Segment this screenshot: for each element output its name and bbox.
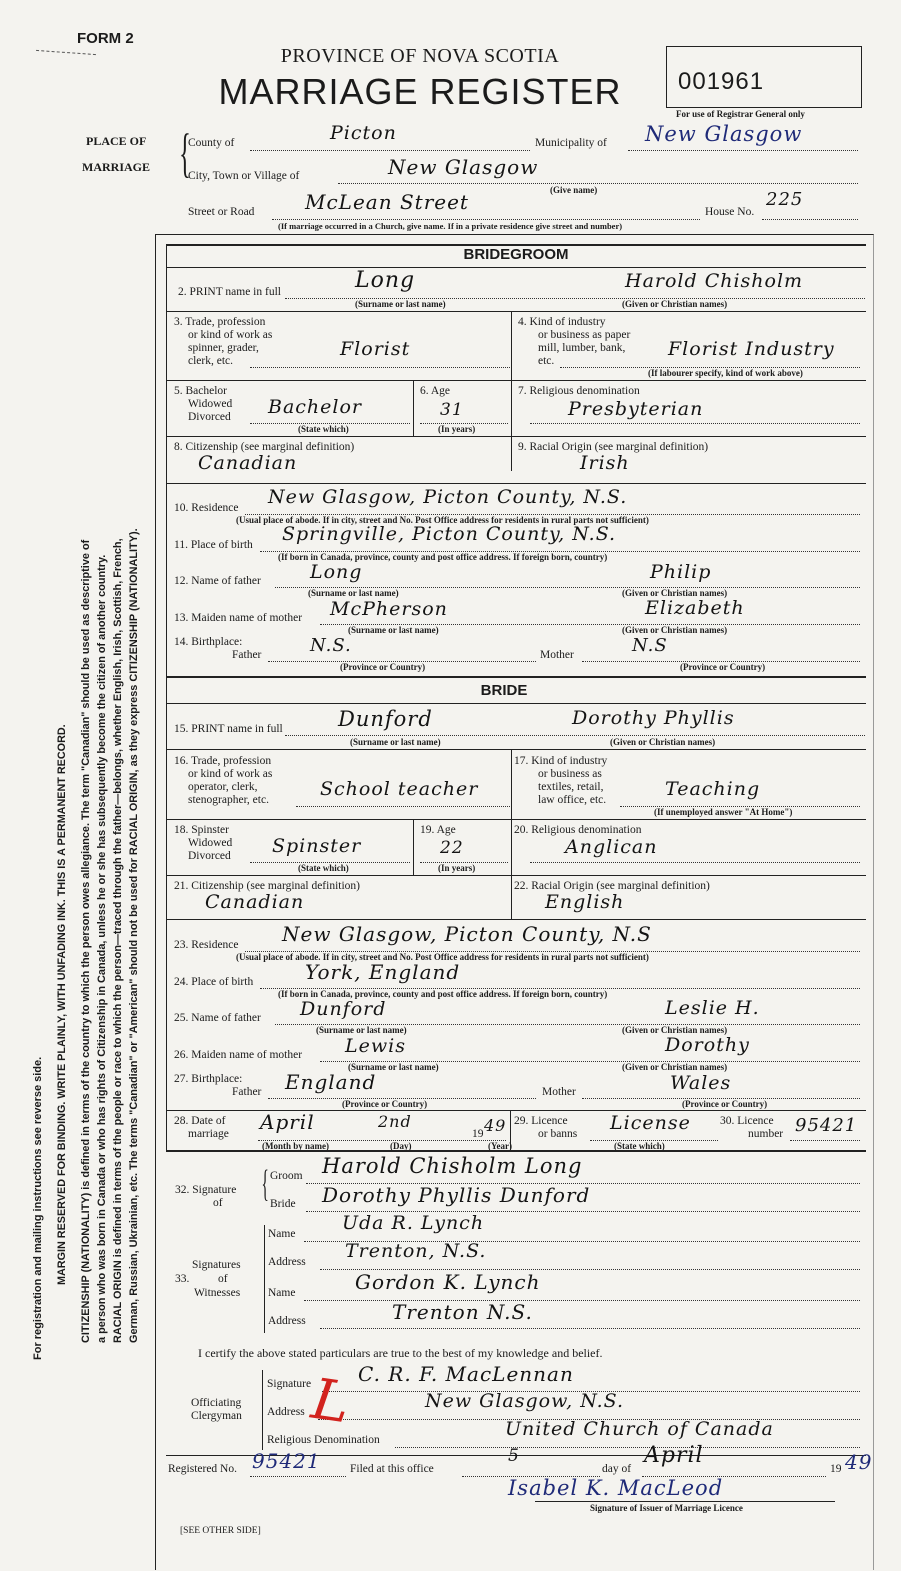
bride-section-title: BRIDE [480, 682, 528, 699]
clergy-sig-label: Signature [267, 1378, 312, 1390]
f23-label: 23. Residence [174, 939, 239, 951]
f8-rule [166, 483, 866, 484]
f5-l2: Widowed [188, 398, 233, 410]
f26-given-note: (Given or Christian names) [622, 1062, 728, 1072]
f30-line [790, 1140, 860, 1141]
groom-father-surname: Long [310, 561, 363, 583]
f28-day-note: (Day) [390, 1141, 412, 1151]
pencil-mark [36, 50, 96, 55]
filed-year-prefix: 19 [830, 1463, 842, 1475]
bride-mother-bp: Wales [670, 1072, 732, 1094]
margin-line-1: For registration and mailing instructions see reverse side. [32, 1056, 44, 1360]
w2-name-label: Name [268, 1287, 296, 1299]
witness1-address: Trenton, N.S. [345, 1240, 487, 1262]
groom-trade: Florist [340, 338, 411, 360]
margin-line-5: RACIAL ORIGIN is defined in terms of the people or race to which the person—traced through the father—belongs, whether English, Irish, Scottish, French, [112, 538, 124, 1343]
registered-number: 95421 [252, 1449, 321, 1473]
municipality-label: Municipality of [535, 137, 607, 149]
margin-line-2: MARGIN RESERVED FOR BINDING. WRITE PLAINLY, WITH UNFADING INK. THIS IS A PERMANENT RECORD. [56, 724, 68, 1285]
clergy-bracket [262, 1370, 263, 1450]
margin-line-4: a person who was born in Canada or who has rights of Citizenship in Canada, unless he or she has subsequently become the citizen of another country. [96, 554, 108, 1343]
groom-section-title: BRIDEGROOM [463, 246, 569, 263]
groom-status: Bachelor [268, 396, 363, 418]
province-title: PROVINCE OF NOVA SCOTIA [280, 45, 560, 67]
margin-binding [54, 724, 70, 1285]
f33-bracket [264, 1225, 265, 1333]
w1-addr-label: Address [268, 1256, 306, 1268]
groom-signature: Harold Chisholm Long [322, 1154, 583, 1178]
bride-given: Dorothy Phyllis [572, 707, 735, 729]
f29-l2: or banns [538, 1128, 578, 1140]
street-line [272, 219, 700, 220]
bride-signature: Dorothy Phyllis Dunford [322, 1183, 591, 1207]
groom-mother-bp: N.S [632, 635, 668, 656]
bride-trade: School teacher [320, 778, 479, 800]
house-line [762, 219, 858, 220]
registrar-note: For use of Registrar General only [676, 109, 805, 119]
f17-l2: or business as [538, 768, 602, 780]
county-line [250, 150, 530, 151]
filed-year: 49 [845, 1450, 873, 1474]
groom-title-rule [166, 267, 866, 268]
licence-number: 95421 [795, 1115, 858, 1136]
f25-surname-note: (Surname or last name) [316, 1025, 407, 1035]
issuer-line [535, 1501, 835, 1502]
f5-rule [166, 436, 866, 437]
f2-rule [166, 311, 866, 312]
f3-l1: 3. Trade, profession [174, 316, 266, 328]
bride-surname: Dunford [338, 707, 433, 731]
f4-note: (If labourer specify, kind of work above) [648, 368, 803, 378]
f4-l2: or business as paper [538, 329, 631, 341]
f18-l3: Divorced [188, 850, 231, 862]
licence-type: License [610, 1112, 691, 1134]
margin-line-3: CITIZENSHIP (NATIONALITY) is defined in terms of the country to which the person owes allegiance. The term "Canadian" should be used as descriptive of [80, 539, 92, 1343]
w2-addr-line [320, 1328, 860, 1329]
f7-label: 7. Religious denomination [518, 385, 640, 397]
witness2-name: Gordon K. Lynch [355, 1270, 541, 1294]
groom-citizenship: Canadian [198, 452, 298, 474]
f29-state-note: (State which) [614, 1141, 665, 1151]
f12-label: 12. Name of father [174, 575, 261, 587]
f21-rule [166, 919, 866, 920]
registered-line [250, 1476, 346, 1477]
house-label: House No. [705, 206, 755, 218]
f3-f4-divider [511, 311, 512, 471]
f18-rule [166, 875, 866, 876]
groom-father-given: Philip [650, 561, 712, 583]
street-value: McLean Street [305, 190, 469, 214]
groom-birthplace: Springville, Picton County, N.S. [282, 523, 617, 545]
f28-year-note: (Year) [488, 1141, 512, 1151]
bride-religion: Anglican [565, 836, 658, 858]
f15-rule [166, 749, 866, 750]
f30-l2: number [748, 1128, 784, 1140]
f15-surname-note: (Surname or last name) [350, 737, 441, 747]
register-number: 001961 [678, 68, 765, 95]
city-value: New Glasgow [388, 155, 539, 179]
w2-addr-label: Address [268, 1315, 306, 1327]
f15-line [285, 735, 865, 736]
f17-l1: 17. Kind of industry [514, 755, 608, 767]
form-number: FORM 2 [77, 30, 134, 47]
bride-top-rule [166, 676, 866, 678]
f5-state-note: (State which) [298, 424, 349, 434]
f14-father-label: Father [232, 649, 262, 661]
bride-left-rule [166, 676, 167, 1150]
f28-l2: marriage [188, 1128, 229, 1140]
bride-mother-given: Dorothy [665, 1034, 750, 1056]
f28-l1: 28. Date of [174, 1115, 226, 1127]
f26-label: 26. Maiden name of mother [174, 1049, 303, 1061]
f20-line [530, 862, 860, 863]
f5-l3: Divorced [188, 411, 231, 423]
f27-mother-note: (Province or Country) [682, 1099, 768, 1109]
place-brace: { [179, 123, 191, 183]
f4-l1: 4. Kind of industry [518, 316, 606, 328]
f16-l2: or kind of work as [188, 768, 273, 780]
f17-l3: textiles, retail, [538, 781, 604, 793]
street-label: Street or Road [188, 206, 255, 218]
f28-month-note: (Month by name) [262, 1141, 329, 1151]
groom-racial: Irish [580, 452, 630, 474]
f25-given-note: (Given or Christian names) [622, 1025, 728, 1035]
groom-residence: New Glasgow, Picton County, N.S. [268, 486, 628, 508]
groom-industry: Florist Industry [668, 338, 835, 360]
day-of-label: day of [602, 1463, 632, 1475]
margin-instructions [30, 660, 46, 1360]
f2-surname-note: (Surname or last name) [355, 299, 446, 309]
issuer-label: Signature of Issuer of Marriage Licence [590, 1503, 743, 1513]
marriage-year: 49 [484, 1116, 507, 1135]
f32-l1: 32. Signature [175, 1184, 237, 1196]
f13-given-note: (Given or Christian names) [622, 625, 728, 635]
f28-f29-divider [510, 1110, 511, 1150]
f11-note: (If born in Canada, province, county and post office address. If foreign born, country) [278, 552, 608, 562]
marriage-year-prefix: 19 [472, 1128, 484, 1140]
f7-line [530, 423, 860, 424]
groom-religion: Presbyterian [568, 398, 704, 420]
groom-given: Harold Chisholm [625, 270, 804, 292]
groom-age: 31 [440, 400, 464, 420]
f20-label: 20. Religious denomination [514, 824, 642, 836]
f14-mother-label: Mother [540, 649, 574, 661]
bride-status: Spinster [272, 835, 362, 857]
groom-mother-given: Elizabeth [645, 597, 745, 619]
see-other-side: [SEE OTHER SIDE] [180, 1526, 261, 1536]
county-value: Picton [330, 122, 397, 144]
w2-name-line [304, 1300, 860, 1301]
f27-mother-label: Mother [542, 1086, 576, 1098]
county-label: County of [188, 137, 235, 149]
f16-f17-divider [511, 749, 512, 919]
f33-l3: Witnesses [194, 1287, 241, 1299]
certify-text: I certify the above stated particulars are true to the best of my knowledge and belief. [198, 1346, 603, 1360]
bride-sig-label: Bride [270, 1198, 296, 1210]
f33-l2: of [218, 1273, 228, 1285]
bride-mother-surname: Lewis [345, 1035, 406, 1057]
f6-years-note: (In years) [438, 424, 476, 434]
registered-label: Registered No. [168, 1463, 237, 1475]
witness2-address: Trenton N.S. [392, 1300, 533, 1324]
clergy-signature: C. R. F. MacLennan [358, 1362, 574, 1386]
f32-brace: { [261, 1163, 269, 1205]
f26-surname-note: (Surname or last name) [348, 1062, 439, 1072]
place-of-label: PLACE OF [86, 134, 147, 148]
f10-note: (Usual place of abode. If in city, street and No. Post Office address for residents in rural parts not sufficient) [236, 515, 649, 525]
f33-l1: Signatures [192, 1259, 241, 1271]
f28-rule [166, 1150, 866, 1152]
f8-label: 8. Citizenship (see marginal definition) [174, 441, 355, 453]
f3-l4: clerk, etc. [188, 355, 234, 367]
house-value: 225 [766, 189, 804, 210]
f18-l2: Widowed [188, 837, 233, 849]
marriage-day: 2nd [378, 1112, 412, 1131]
marriage-label: MARRIAGE [82, 160, 150, 174]
f11-label: 11. Place of birth [174, 539, 253, 551]
f2-label: 2. PRINT name in full [178, 286, 281, 298]
bride-citizenship: Canadian [205, 891, 305, 913]
f24-label: 24. Place of birth [174, 976, 254, 988]
clergy-relig-label: Religious Denomination [267, 1434, 380, 1446]
groom-mother-surname: McPherson [330, 598, 448, 620]
groom-surname: Long [355, 268, 416, 293]
groom-sig-label: Groom [270, 1170, 303, 1182]
clergy-address: New Glasgow, N.S. [425, 1390, 625, 1412]
f14-label: 14. Birthplace: [174, 636, 243, 648]
f3-l2: or kind of work as [188, 329, 273, 341]
street-note: (If marriage occurred in a Church, give name. If in a private residence give street and number) [278, 221, 623, 231]
margin-definitions [78, 528, 142, 1343]
f27-label: 27. Birthplace: [174, 1073, 243, 1085]
f13-label: 13. Maiden name of mother [174, 612, 303, 624]
groom-father-bp: N.S. [310, 635, 352, 656]
f19-label: 19. Age [420, 824, 456, 836]
clergy-addr-label: Address [267, 1406, 305, 1418]
f18-f19-divider [413, 819, 414, 875]
f23-note: (Usual place of abode. If in city, street and No. Post Office address for residents in rural parts not sufficient) [236, 952, 649, 962]
f3-line [250, 367, 510, 368]
f9-label: 9. Racial Origin (see marginal definition) [518, 441, 709, 453]
f32-l2: of [213, 1197, 223, 1209]
clergy-relig-line [395, 1447, 860, 1448]
f6-label: 6. Age [420, 385, 451, 397]
filed-month: April [644, 1443, 704, 1468]
f15-label: 15. PRINT name in full [174, 723, 283, 735]
f5-l1: 5. Bachelor [174, 385, 228, 397]
groom-left-rule [166, 244, 167, 676]
city-label: City, Town or Village of [188, 170, 300, 182]
f19-years-note: (In years) [438, 863, 476, 873]
f30-l1: 30. Licence [720, 1115, 774, 1127]
give-name-note: (Give name) [550, 185, 598, 195]
issuer-signature: Isabel K. MacLeod [508, 1476, 724, 1500]
filed-label: Filed at this office [350, 1463, 434, 1475]
f13-surname-note: (Surname or last name) [348, 625, 439, 635]
f25-label: 25. Name of father [174, 1012, 261, 1024]
f24-note: (If born in Canada, province, county and post office address. If foreign born, country) [278, 989, 608, 999]
filed-day: 5 [508, 1446, 520, 1466]
form-title: MARRIAGE REGISTER [218, 71, 622, 112]
f12-given-note: (Given or Christian names) [622, 588, 728, 598]
w1-name-label: Name [268, 1228, 296, 1240]
f12-surname-note: (Surname or last name) [308, 588, 399, 598]
marriage-month: April [260, 1110, 315, 1134]
f3-l3: spinner, grader, [188, 342, 259, 354]
f18-l1: 18. Spinster [174, 824, 229, 836]
f16-rule [166, 819, 866, 820]
bride-birthplace: York, England [305, 960, 461, 984]
red-check-mark: L [307, 1366, 354, 1437]
municipality-value: New Glasgow [645, 122, 803, 146]
f22-label: 22. Racial Origin (see marginal definition) [514, 880, 710, 892]
f17-note: (If unemployed answer "At Home") [654, 807, 793, 817]
margin-line-6: German, Russian, Ukrainian, etc. The terms "Canadian" or "American" should not be used for RACIAL ORIGIN, as they express CITIZENSHIP (NATIONALITY). [128, 528, 140, 1343]
f27-father-label: Father [232, 1086, 262, 1098]
f5-f6-divider [413, 380, 414, 436]
bride-industry: Teaching [665, 778, 761, 800]
f16-l1: 16. Trade, profession [174, 755, 272, 767]
bride-racial: English [545, 891, 625, 913]
f4-l4: etc. [538, 355, 555, 367]
f21-label: 21. Citizenship (see marginal definition) [174, 880, 360, 892]
bride-father-bp: England [285, 1070, 377, 1094]
f29-l1: 29. Licence [514, 1115, 568, 1127]
clergy-religion: United Church of Canada [505, 1418, 774, 1440]
f16-l3: operator, clerk, [188, 781, 258, 793]
bride-residence: New Glasgow, Picton County, N.S [282, 922, 652, 946]
bride-father-surname: Dunford [300, 998, 387, 1020]
f4-l3: mill, lumber, bank, [538, 342, 626, 354]
f17-l4: law office, etc. [538, 794, 607, 806]
f18-state-note: (State which) [298, 863, 349, 873]
f27-father-note: (Province or Country) [342, 1099, 428, 1109]
f3-rule [166, 380, 866, 381]
f33-num: 33. [175, 1273, 190, 1285]
f10-label: 10. Residence [174, 502, 239, 514]
f2-given-note: (Given or Christian names) [622, 299, 728, 309]
municipality-line [628, 150, 858, 151]
f16-line [296, 806, 510, 807]
bride-age: 22 [440, 838, 464, 858]
f14-mother-note: (Province or Country) [680, 662, 766, 672]
f15-given-note: (Given or Christian names) [610, 737, 716, 747]
witness1-name: Uda R. Lynch [342, 1212, 485, 1234]
bride-title-rule [166, 703, 866, 704]
officiating-l1: Officiating [191, 1397, 242, 1409]
f14-father-note: (Province or Country) [340, 662, 426, 672]
city-line [338, 183, 858, 184]
officiating-l2: Clergyman [191, 1410, 242, 1422]
f16-l4: stenographer, etc. [188, 794, 269, 806]
bride-father-given: Leslie H. [665, 997, 760, 1019]
